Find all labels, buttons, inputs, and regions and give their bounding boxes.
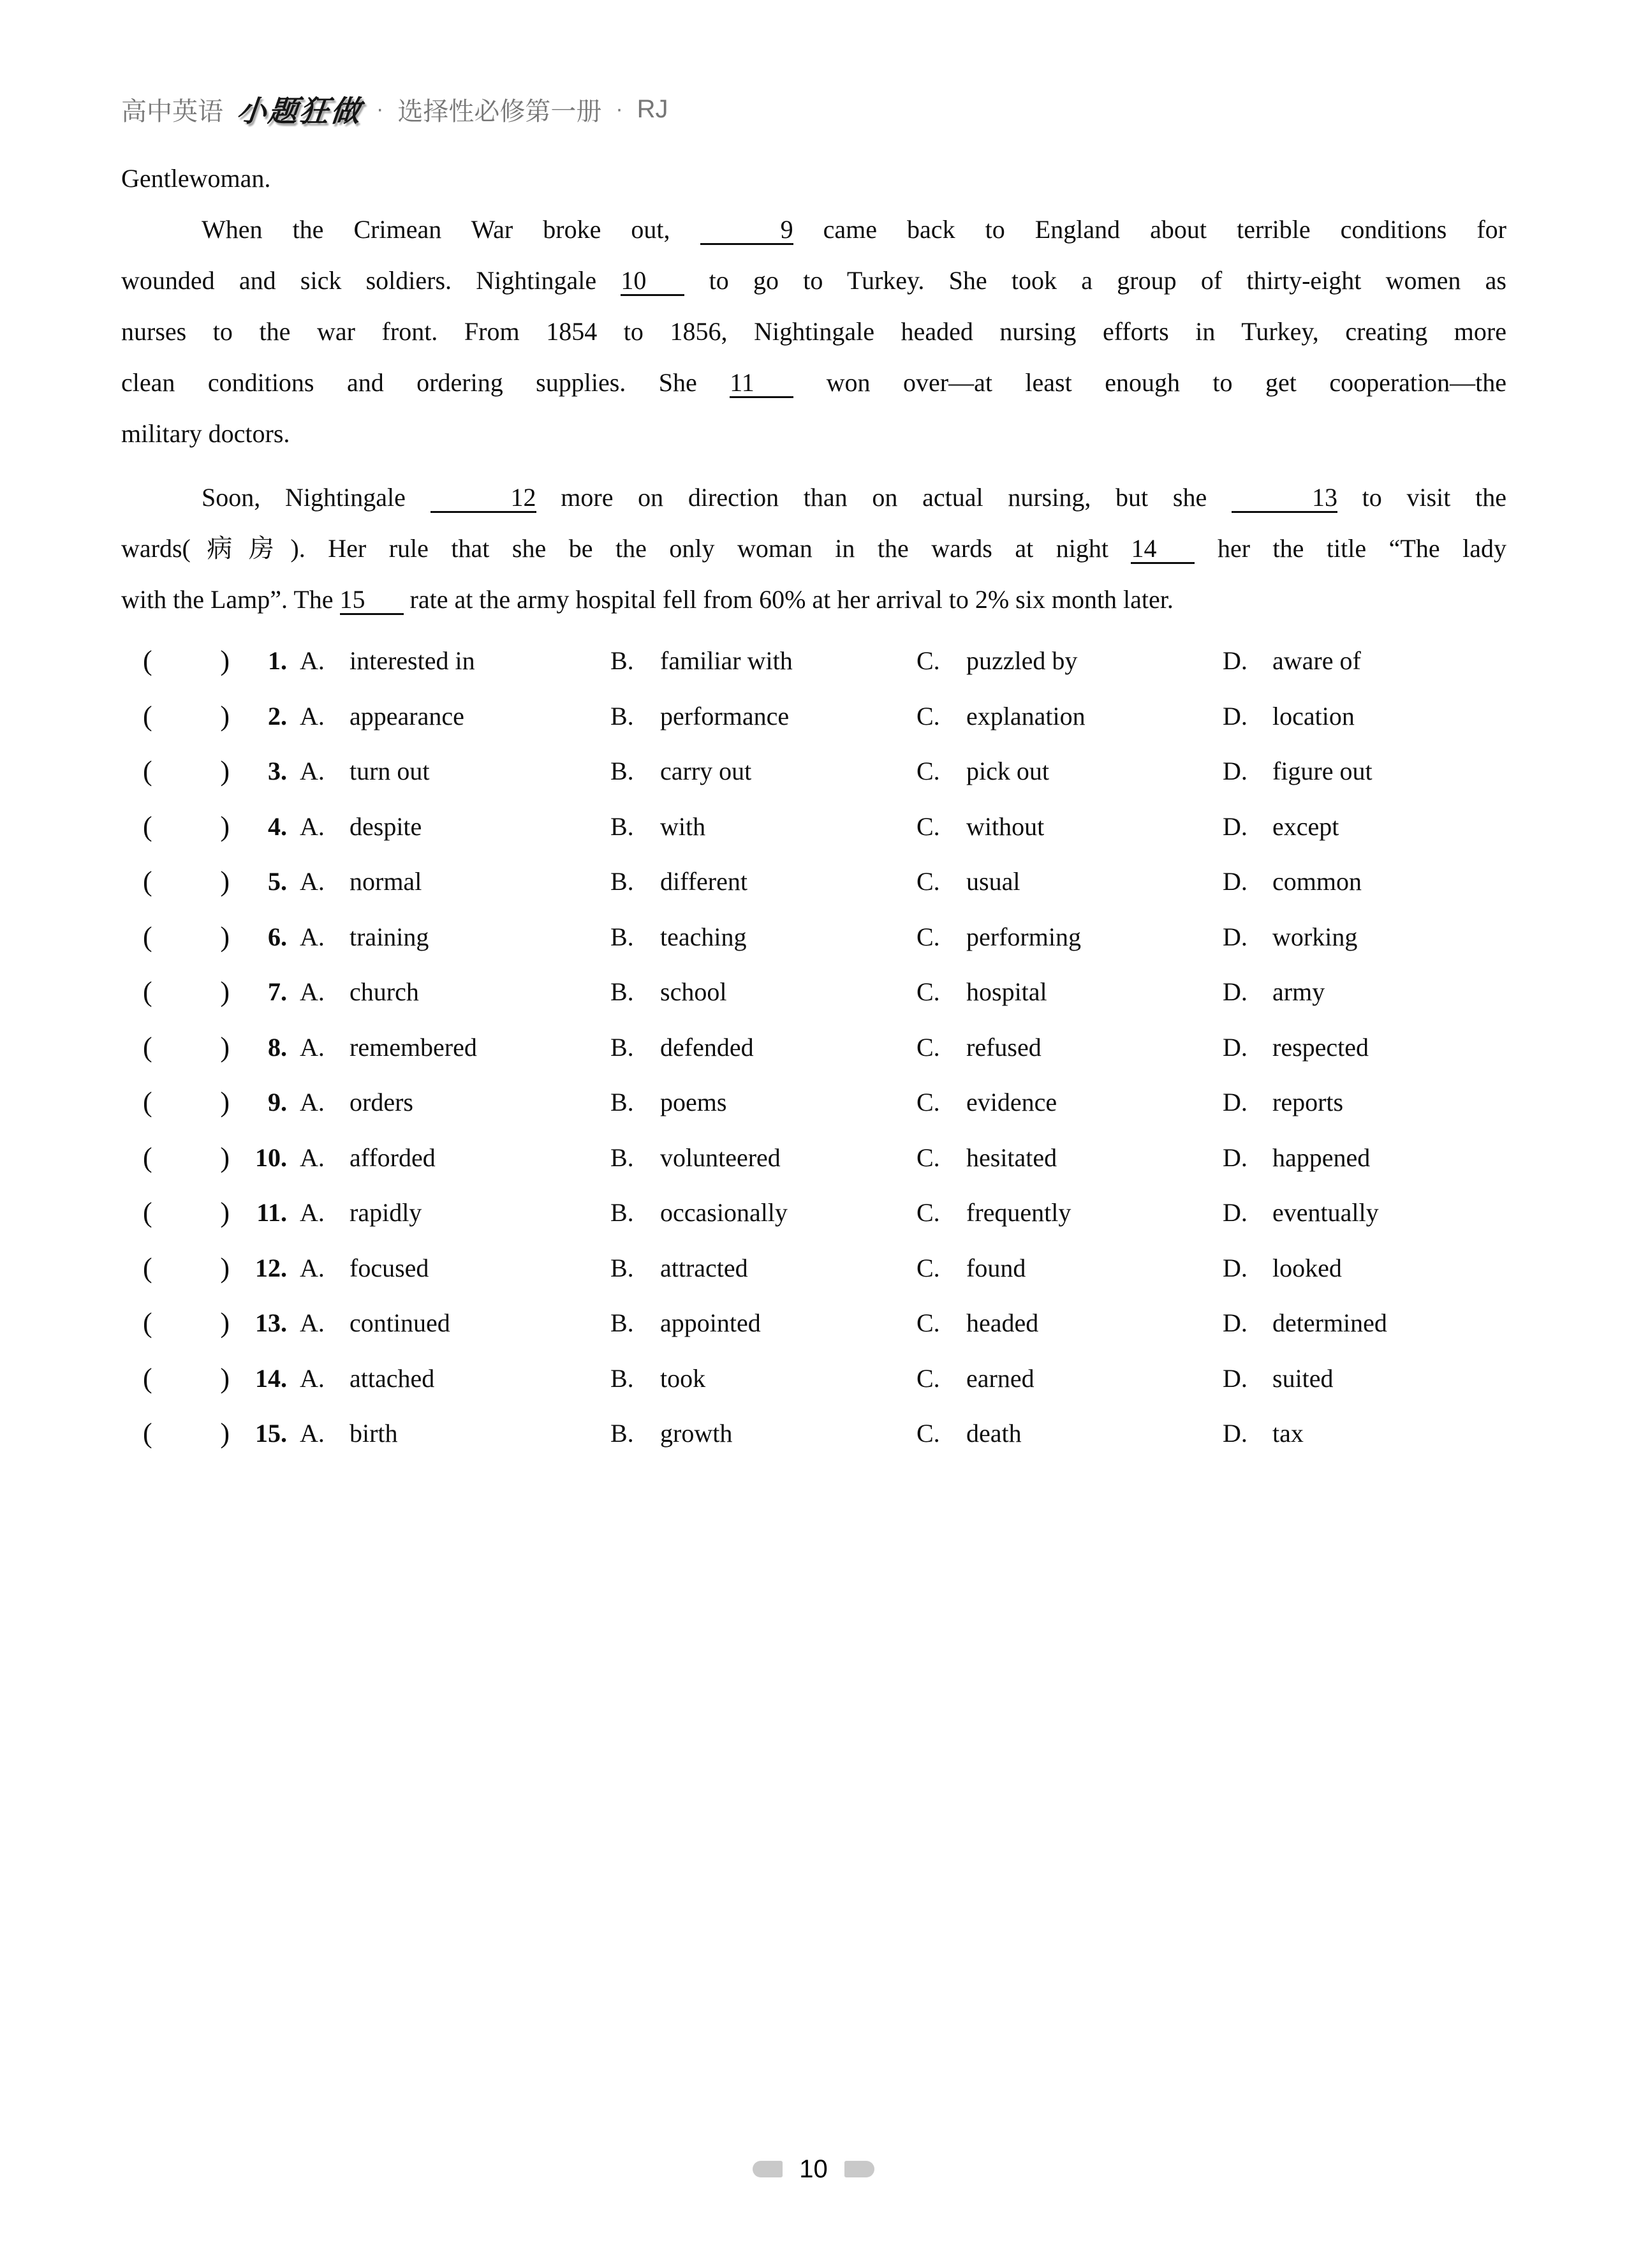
option-c <box>904 1130 1210 1186</box>
option-c <box>904 965 1210 1020</box>
passage-paragraph <box>121 472 1506 625</box>
option-text: death <box>966 1419 1022 1448</box>
option-text: figure out <box>1272 757 1373 785</box>
option-letter: B. <box>610 1032 634 1062</box>
option-text: continued <box>350 1308 450 1337</box>
option-letter: C. <box>917 1198 940 1227</box>
option-text: poems <box>660 1088 727 1116</box>
question-number: 1. <box>268 646 287 675</box>
option-a <box>287 1241 598 1296</box>
option-text: with <box>660 812 706 841</box>
option-a <box>287 1296 598 1351</box>
option-text: happened <box>1272 1143 1371 1172</box>
option-letter: D. <box>1223 646 1248 675</box>
option-letter: C. <box>917 1308 940 1337</box>
option-b <box>598 1075 904 1130</box>
option-letter: B. <box>610 1419 634 1448</box>
answer-parentheses <box>121 1296 230 1351</box>
option-text: tax <box>1272 1419 1304 1448</box>
option-text: carry out <box>660 757 752 785</box>
paren-close: ) <box>220 1086 230 1118</box>
paren-open: ( <box>143 1418 152 1449</box>
answer-parentheses <box>121 854 230 910</box>
paren-close: ) <box>220 866 230 897</box>
option-c <box>904 799 1210 855</box>
question-number: 11. <box>256 1198 287 1227</box>
answer-parentheses <box>121 744 230 799</box>
paren-close: ) <box>220 1418 230 1449</box>
option-letter: D. <box>1223 701 1248 730</box>
option-a <box>287 1130 598 1186</box>
option-letter: C. <box>917 922 940 951</box>
option-letter: C. <box>917 1253 940 1282</box>
question-row-6 <box>121 910 1506 965</box>
question-row-1 <box>121 634 1506 689</box>
option-letter: C. <box>917 1088 940 1116</box>
option-text: earned <box>966 1363 1034 1393</box>
option-letter: B. <box>610 867 634 896</box>
option-text: frequently <box>966 1198 1071 1227</box>
question-row-2 <box>121 689 1506 745</box>
option-text: different <box>660 867 747 896</box>
option-d <box>1210 1351 1506 1407</box>
option-d <box>1210 634 1506 689</box>
option-text: despite <box>350 812 422 841</box>
option-a <box>287 910 598 965</box>
option-text: pick out <box>966 757 1049 785</box>
header-separator: · <box>615 96 623 121</box>
answer-parentheses <box>121 799 230 855</box>
option-text: location <box>1272 701 1355 730</box>
option-letter: B. <box>610 1088 634 1116</box>
option-text: eventually <box>1272 1198 1379 1227</box>
option-text: afforded <box>350 1143 436 1172</box>
option-text: evidence <box>966 1088 1057 1116</box>
option-text: army <box>1272 977 1325 1006</box>
option-text: school <box>660 977 727 1006</box>
paren-open: ( <box>143 976 152 1007</box>
question-row-7 <box>121 965 1506 1020</box>
option-letter: A. <box>300 701 325 730</box>
answer-parentheses <box>121 1241 230 1296</box>
option-letter: C. <box>917 646 940 675</box>
option-text: performance <box>660 701 790 730</box>
option-text: without <box>966 812 1045 841</box>
option-c <box>904 1406 1210 1462</box>
answer-parentheses <box>121 965 230 1020</box>
header-edition: RJ <box>637 94 668 123</box>
question-number: 15. <box>255 1419 287 1448</box>
option-text: training <box>350 922 429 951</box>
option-letter: D. <box>1223 1308 1248 1337</box>
option-text: respected <box>1272 1032 1369 1062</box>
paren-open: ( <box>143 755 152 787</box>
question-number: 8. <box>268 1032 287 1062</box>
option-d <box>1210 1406 1506 1462</box>
answer-parentheses <box>121 689 230 745</box>
option-letter: D. <box>1223 922 1248 951</box>
cloze-blank-15: 15 <box>340 586 404 615</box>
paren-close: ) <box>220 1197 230 1228</box>
option-text: birth <box>350 1419 398 1448</box>
option-b <box>598 1351 904 1407</box>
passage-line: nurses to the war front. From 1854 to 1856, Nightingale headed nursing efforts in Turkey, creating more <box>121 317 1506 346</box>
option-text: refused <box>966 1032 1042 1062</box>
option-c <box>904 634 1210 689</box>
question-row-5 <box>121 854 1506 910</box>
paren-open: ( <box>143 1362 152 1394</box>
paren-close: ) <box>220 1362 230 1394</box>
option-c <box>904 1020 1210 1076</box>
option-text: church <box>350 977 419 1006</box>
answer-parentheses <box>121 1185 230 1241</box>
paren-close: ) <box>220 976 230 1007</box>
option-d <box>1210 689 1506 745</box>
option-text: determined <box>1272 1308 1387 1337</box>
option-letter: B. <box>610 1198 634 1227</box>
option-text: suited <box>1272 1363 1334 1393</box>
option-text: occasionally <box>660 1198 788 1227</box>
question-number: 13. <box>255 1308 287 1337</box>
option-text: growth <box>660 1419 733 1448</box>
option-text: performing <box>966 922 1081 951</box>
option-c <box>904 744 1210 799</box>
option-text: remembered <box>350 1032 477 1062</box>
passage-line: When the Crimean War broke out, 9 came back to England about terrible conditions for <box>202 215 1506 244</box>
answer-parentheses <box>121 910 230 965</box>
option-d <box>1210 1075 1506 1130</box>
option-a <box>287 1406 598 1462</box>
option-letter: D. <box>1223 867 1248 896</box>
answer-parentheses <box>121 1351 230 1407</box>
question-row-12 <box>121 1241 1506 1296</box>
paren-close: ) <box>220 755 230 787</box>
question-list <box>121 634 1506 1462</box>
option-d <box>1210 854 1506 910</box>
option-text: orders <box>350 1088 413 1116</box>
option-letter: D. <box>1223 977 1248 1006</box>
paren-close: ) <box>220 1252 230 1284</box>
option-letter: A. <box>300 867 325 896</box>
passage-line: clean conditions and ordering supplies. She 11 won over—at least enough to get cooperation—the <box>121 368 1506 397</box>
option-text: headed <box>966 1308 1039 1337</box>
option-letter: D. <box>1223 1198 1248 1227</box>
option-letter: A. <box>300 1032 325 1062</box>
paren-open: ( <box>143 866 152 897</box>
cloze-blank-9: 9 <box>700 216 793 245</box>
header-separator: · <box>376 96 384 121</box>
option-letter: A. <box>300 757 325 785</box>
option-text: aware of <box>1272 646 1361 675</box>
option-d <box>1210 1185 1506 1241</box>
option-letter: C. <box>917 812 940 841</box>
option-letter: A. <box>300 1419 325 1448</box>
header-volume: 选择性必修第一册 <box>397 97 602 126</box>
option-letter: D. <box>1223 757 1248 785</box>
option-letter: C. <box>917 867 940 896</box>
cloze-blank-11: 11 <box>730 369 793 398</box>
option-a <box>287 1351 598 1407</box>
option-letter: B. <box>610 1308 634 1337</box>
option-b <box>598 910 904 965</box>
option-text: hesitated <box>966 1143 1057 1172</box>
question-number: 10. <box>255 1143 287 1172</box>
option-text: found <box>966 1253 1026 1282</box>
paren-open: ( <box>143 645 152 676</box>
option-text: volunteered <box>660 1143 781 1172</box>
cloze-blank-12: 12 <box>431 484 536 513</box>
option-letter: D. <box>1223 1088 1248 1116</box>
paren-open: ( <box>143 921 152 952</box>
brand-logo: 小题狂做 <box>235 94 364 128</box>
option-b <box>598 634 904 689</box>
option-text: puzzled by <box>966 646 1078 675</box>
option-letter: B. <box>610 646 634 675</box>
paren-close: ) <box>220 645 230 676</box>
option-letter: C. <box>917 757 940 785</box>
option-letter: D. <box>1223 1419 1248 1448</box>
option-text: attached <box>350 1363 435 1393</box>
option-letter: D. <box>1223 1143 1248 1172</box>
option-d <box>1210 1020 1506 1076</box>
passage-line: wards(病房). Her rule that she be the only woman in the wards at night 14 her the title “The lady <box>121 534 1506 563</box>
option-text: explanation <box>966 701 1086 730</box>
option-c <box>904 1241 1210 1296</box>
option-text: focused <box>350 1253 429 1282</box>
option-a <box>287 1185 598 1241</box>
option-letter: B. <box>610 701 634 730</box>
question-number: 3. <box>268 757 287 785</box>
paren-open: ( <box>143 1197 152 1228</box>
option-c <box>904 910 1210 965</box>
passage-paragraph <box>121 204 1506 459</box>
option-text: appearance <box>350 701 464 730</box>
option-letter: B. <box>610 922 634 951</box>
option-text: defended <box>660 1032 754 1062</box>
question-number: 9. <box>268 1088 287 1116</box>
option-letter: A. <box>300 1198 325 1227</box>
option-b <box>598 1241 904 1296</box>
option-d <box>1210 1130 1506 1186</box>
option-b <box>598 965 904 1020</box>
question-number: 12. <box>255 1253 287 1282</box>
option-c <box>904 1075 1210 1130</box>
passage-line: wounded and sick soldiers. Nightingale 10 to go to Turkey. She took a group of thirty-eight women as <box>121 266 1506 295</box>
question-row-3 <box>121 744 1506 799</box>
option-d <box>1210 744 1506 799</box>
page-number: 10 <box>799 2154 828 2183</box>
option-d <box>1210 1296 1506 1351</box>
option-letter: D. <box>1223 1363 1248 1393</box>
option-letter: A. <box>300 1088 325 1116</box>
question-number: 14. <box>255 1363 287 1393</box>
option-c <box>904 1185 1210 1241</box>
question-number: 2. <box>268 701 287 730</box>
question-number: 4. <box>268 812 287 841</box>
option-b <box>598 1020 904 1076</box>
option-d <box>1210 1241 1506 1296</box>
option-text: working <box>1272 922 1358 951</box>
option-letter: B. <box>610 812 634 841</box>
option-a <box>287 1020 598 1076</box>
answer-parentheses <box>121 1075 230 1130</box>
cloze-blank-14: 14 <box>1131 535 1195 564</box>
cloze-blank-13: 13 <box>1232 484 1337 513</box>
question-number: 6. <box>268 922 287 951</box>
option-letter: A. <box>300 812 325 841</box>
option-text: familiar with <box>660 646 793 675</box>
question-row-11 <box>121 1185 1506 1241</box>
passage-line: military doctors. <box>121 419 290 448</box>
page-header <box>121 88 668 130</box>
passage-paragraph <box>121 153 1506 204</box>
paren-close: ) <box>220 1307 230 1338</box>
cloze-blank-10: 10 <box>621 267 684 296</box>
option-text: interested in <box>350 646 475 675</box>
option-letter: A. <box>300 1143 325 1172</box>
question-number: 5. <box>268 867 287 896</box>
option-c <box>904 1351 1210 1407</box>
paren-open: ( <box>143 810 152 842</box>
option-letter: C. <box>917 977 940 1006</box>
option-letter: B. <box>610 1143 634 1172</box>
question-row-8 <box>121 1020 1506 1076</box>
option-letter: B. <box>610 757 634 785</box>
footer-right-pill <box>844 2161 874 2177</box>
option-letter: C. <box>917 701 940 730</box>
answer-parentheses <box>121 1020 230 1076</box>
page-footer <box>0 2155 1627 2183</box>
option-b <box>598 1185 904 1241</box>
option-text: attracted <box>660 1253 748 1282</box>
option-b <box>598 744 904 799</box>
paren-close: ) <box>220 921 230 952</box>
paren-open: ( <box>143 1252 152 1284</box>
answer-parentheses <box>121 634 230 689</box>
option-a <box>287 744 598 799</box>
option-letter: A. <box>300 1253 325 1282</box>
option-c <box>904 689 1210 745</box>
question-row-14 <box>121 1351 1506 1407</box>
cloze-passage <box>121 153 1506 625</box>
option-letter: C. <box>917 1419 940 1448</box>
passage-line: Soon, Nightingale 12 more on direction than on actual nursing, but she 13 to visit the <box>202 483 1506 512</box>
option-d <box>1210 799 1506 855</box>
option-text: turn out <box>350 757 430 785</box>
option-text: normal <box>350 867 422 896</box>
option-text: hospital <box>966 977 1047 1006</box>
option-letter: D. <box>1223 1253 1248 1282</box>
option-text: teaching <box>660 922 747 951</box>
option-b <box>598 854 904 910</box>
question-row-10 <box>121 1130 1506 1186</box>
option-letter: C. <box>917 1032 940 1062</box>
option-letter: C. <box>917 1363 940 1393</box>
footer-left-pill <box>753 2161 783 2177</box>
paren-open: ( <box>143 1141 152 1173</box>
paren-open: ( <box>143 1086 152 1118</box>
option-text: rapidly <box>350 1198 422 1227</box>
option-letter: D. <box>1223 812 1248 841</box>
option-letter: A. <box>300 1363 325 1393</box>
answer-parentheses <box>121 1406 230 1462</box>
option-text: reports <box>1272 1088 1344 1116</box>
passage-line: Gentlewoman. <box>121 164 271 193</box>
option-letter: D. <box>1223 1032 1248 1062</box>
option-a <box>287 634 598 689</box>
option-a <box>287 799 598 855</box>
paren-open: ( <box>143 700 152 732</box>
paren-close: ) <box>220 700 230 732</box>
option-d <box>1210 910 1506 965</box>
paren-close: ) <box>220 1141 230 1173</box>
question-row-9 <box>121 1075 1506 1130</box>
option-letter: A. <box>300 646 325 675</box>
header-course: 高中英语 <box>121 97 223 126</box>
option-text: common <box>1272 867 1362 896</box>
paren-close: ) <box>220 810 230 842</box>
paren-close: ) <box>220 1031 230 1063</box>
option-b <box>598 1296 904 1351</box>
paren-open: ( <box>143 1031 152 1063</box>
question-number: 7. <box>268 977 287 1006</box>
option-text: appointed <box>660 1308 761 1337</box>
option-c <box>904 1296 1210 1351</box>
option-letter: B. <box>610 1253 634 1282</box>
paren-open: ( <box>143 1307 152 1338</box>
passage-line: with the Lamp”. The 15 rate at the army hospital fell from 60% at her arrival to 2% six month later. <box>121 585 1174 614</box>
option-b <box>598 689 904 745</box>
option-a <box>287 854 598 910</box>
option-letter: B. <box>610 1363 634 1393</box>
question-row-15 <box>121 1406 1506 1462</box>
option-a <box>287 689 598 745</box>
option-b <box>598 799 904 855</box>
option-text: looked <box>1272 1253 1342 1282</box>
option-letter: A. <box>300 977 325 1006</box>
option-letter: A. <box>300 1308 325 1337</box>
option-b <box>598 1406 904 1462</box>
option-text: usual <box>966 867 1020 896</box>
option-b <box>598 1130 904 1186</box>
question-row-4 <box>121 799 1506 855</box>
option-a <box>287 965 598 1020</box>
option-letter: C. <box>917 1143 940 1172</box>
answer-parentheses <box>121 1130 230 1186</box>
option-text: took <box>660 1363 706 1393</box>
option-d <box>1210 965 1506 1020</box>
option-a <box>287 1075 598 1130</box>
option-letter: A. <box>300 922 325 951</box>
question-row-13 <box>121 1296 1506 1351</box>
option-letter: B. <box>610 977 634 1006</box>
option-c <box>904 854 1210 910</box>
option-text: except <box>1272 812 1339 841</box>
